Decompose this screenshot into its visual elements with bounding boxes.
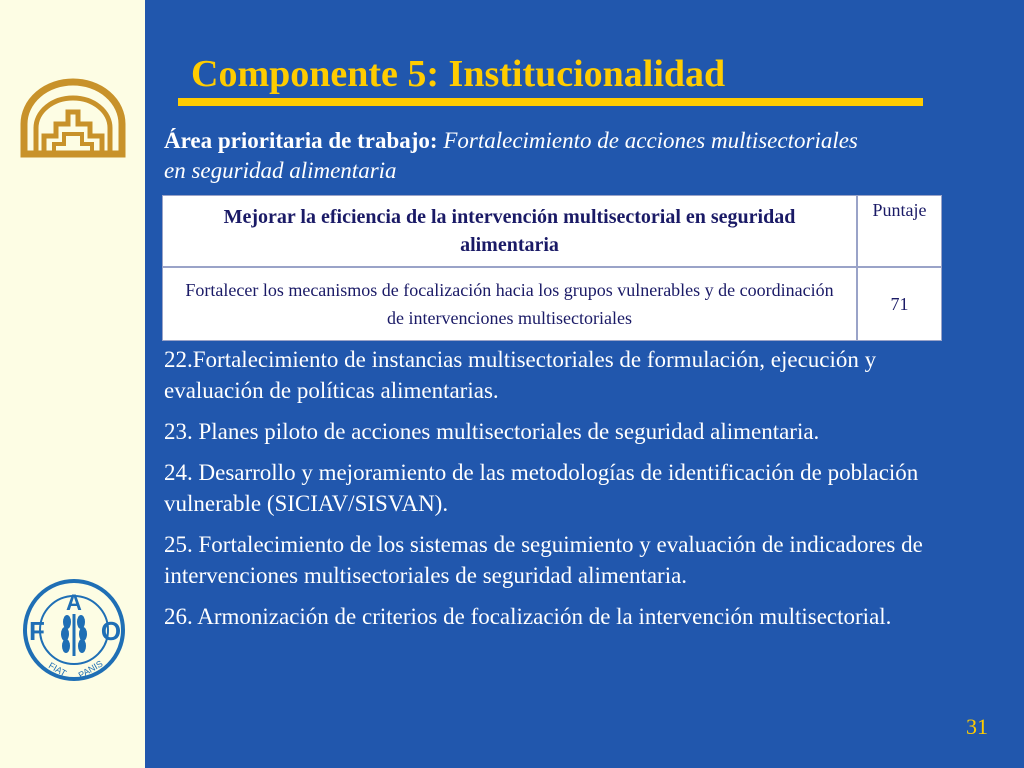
list-item: 23. Planes piloto de acciones multisectoriales de seguridad alimentaria. (164, 419, 820, 444)
svg-text:A: A (66, 590, 82, 615)
list-item: 25. Fortalecimiento de los sistemas de seguimiento y evaluación de indicadores de intervenciones multisectoriales de seguridad alimentaria. (164, 532, 923, 588)
title-underline (178, 98, 923, 106)
page-number: 31 (966, 714, 988, 739)
table-header-score: Puntaje (857, 195, 942, 267)
fao-logo-icon (22, 578, 126, 682)
priority-area (164, 126, 864, 186)
slide-title: Componente 5: Institucionalidad (191, 53, 726, 95)
table-cell-score: 71 (857, 267, 942, 341)
table-header-objective: Mejorar la eficiencia de la intervención multisectorial en seguridad alimentaria (162, 195, 857, 267)
priority-area-value: Fortalecimiento de acciones multisectoriales en seguridad alimentaria (164, 128, 858, 183)
svg-text:O: O (100, 616, 122, 646)
svg-text:F: F (29, 616, 45, 646)
svg-text:PANIS: PANIS (76, 658, 105, 681)
objective-table (162, 195, 942, 341)
action-list (164, 344, 954, 642)
table-cell-strategy: Fortalecer los mecanismos de focalización hacia los grupos vulnerables y de coordinación de intervenciones multisectoriales (162, 267, 857, 341)
priority-area-label: Área prioritaria de trabajo: (164, 128, 438, 153)
andean-emblem-icon (18, 76, 128, 158)
list-item: 26. Armonización de criterios de focalización de la intervención multisectorial. (164, 604, 892, 629)
list-item: 22.Fortalecimiento de instancias multisectoriales de formulación, ejecución y evaluación de políticas alimentarias. (164, 347, 877, 403)
logo-sidebar (0, 0, 145, 768)
svg-text:FIAT: FIAT (46, 660, 69, 679)
list-item: 24. Desarrollo y mejoramiento de las metodologías de identificación de población vulnerable (SICIAV/SISVAN). (164, 460, 919, 516)
